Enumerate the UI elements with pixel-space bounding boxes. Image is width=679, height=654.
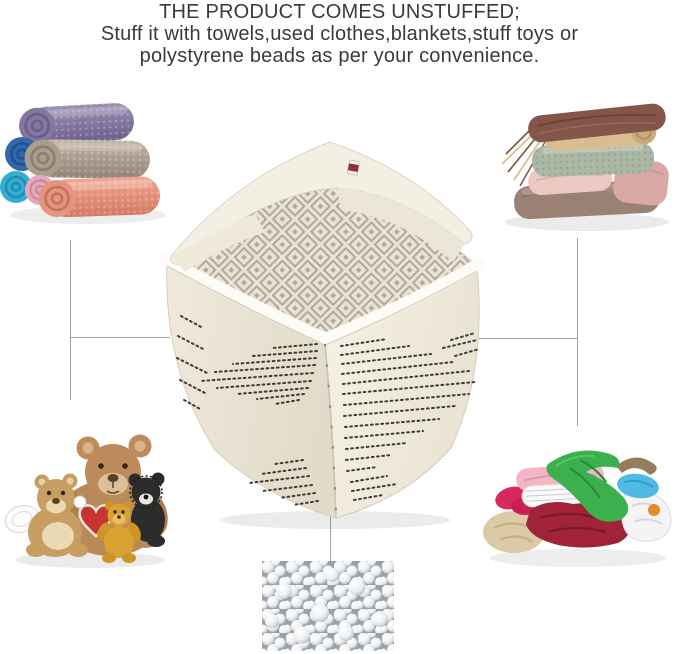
blankets-image [492,98,679,243]
hang-tag [74,496,86,508]
used-clothes-image [478,438,679,583]
headline-line-2: Stuff it with towels,used clothes,blankets,stuff toys or [100,23,579,45]
headline-line-1: THE PRODUCT COMES UNSTUFFED; [159,1,520,23]
headline-line-3: polystyrene beads as per your convenience. [139,45,540,67]
towel-roll-coral [38,176,161,218]
connector-right-vertical [577,238,578,426]
clothes-khaki-strap [616,457,657,475]
towel-roll-taupe [24,139,150,179]
towel-roll-purple [18,102,135,145]
polystyrene-beads-image [262,561,394,651]
connector-left-vertical [70,240,71,400]
pouf-brand-tag [347,160,359,176]
clothes-white-right [622,492,671,541]
pouf-image [155,130,495,530]
clothes-orange [648,504,660,516]
stuffed-toys-image [0,420,190,580]
headline [0,1,679,67]
